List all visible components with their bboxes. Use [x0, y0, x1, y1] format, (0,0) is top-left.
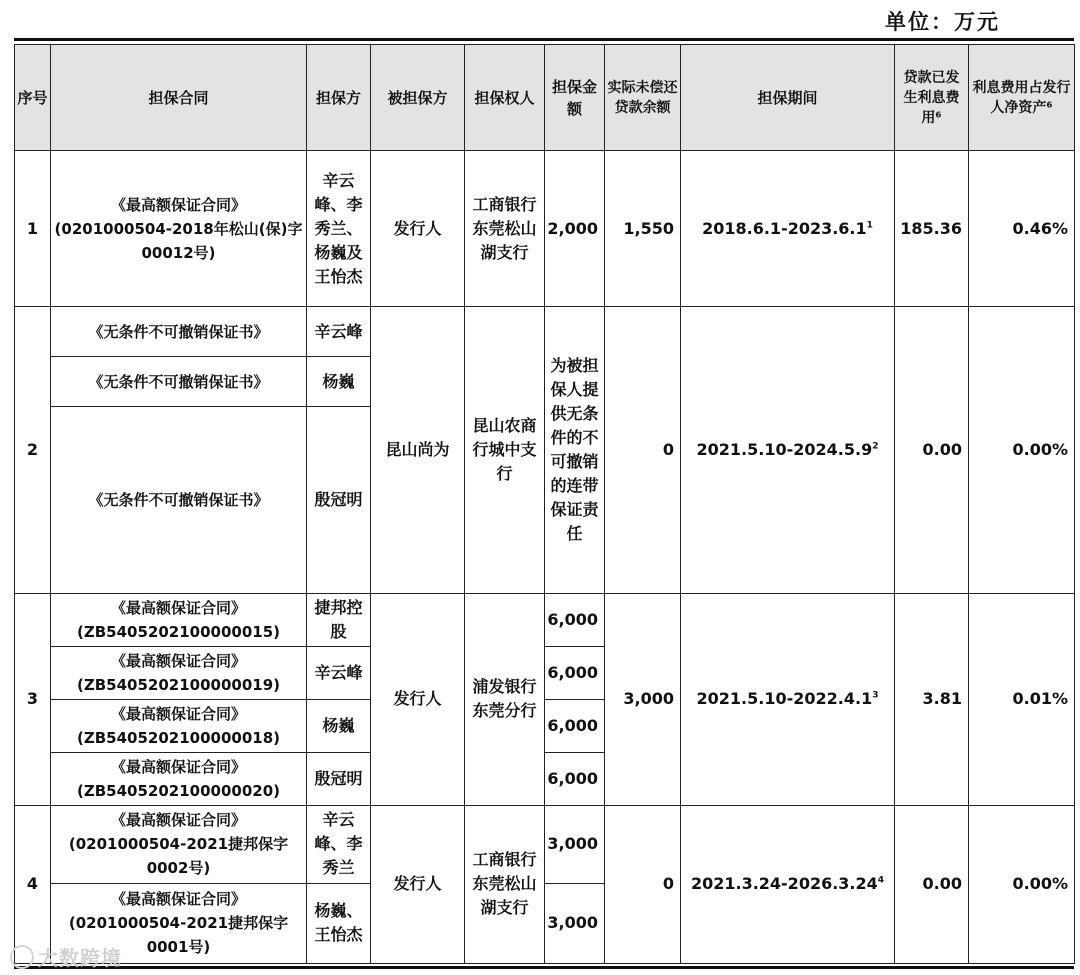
contract-cell: 《最高额保证合同》(ZB5405202100000020): [51, 752, 307, 805]
amount-cell: 6,000: [545, 646, 605, 699]
period-text: 2018.6.1-2023.6.1: [702, 218, 867, 238]
amount-cell: 6,000: [545, 593, 605, 646]
amount-cell: 为被担保人提供无条件的不可撤销的连带保证责任: [545, 307, 605, 593]
header-balance: 实际未偿还贷款余额: [605, 45, 681, 151]
header-period: 担保期间: [681, 45, 895, 151]
interest-cell: 0.00: [895, 307, 969, 593]
logo-icon: [10, 945, 34, 969]
period-text: 2021.5.10-2022.4.1: [696, 689, 873, 709]
guarantor-cell: 辛云峰、李秀兰: [307, 805, 371, 883]
seq-cell: 2: [15, 307, 51, 593]
table-row: [15, 307, 1075, 357]
contract-cell: 《最高额保证合同》(0201000504-2018年松山(保)字00012号): [51, 151, 307, 307]
period-text: 2021.3.24-2026.3.24: [690, 874, 878, 894]
guarantor-cell: 辛云峰: [307, 307, 371, 357]
contract-cell: 《无条件不可撤销保证书》: [51, 357, 307, 407]
ratio-cell: 0.00%: [969, 307, 1075, 593]
balance-cell: 0: [605, 307, 681, 593]
guarantor-cell: 杨巍: [307, 699, 371, 752]
guarantor-cell: 捷邦控股: [307, 593, 371, 646]
amount-cell: 6,000: [545, 752, 605, 805]
header-ratio: 利息费用占发行人净资产⁶: [969, 45, 1075, 151]
period-cell: [681, 593, 895, 805]
ratio-cell: 0.00%: [969, 805, 1075, 963]
table-row: [15, 805, 1075, 883]
creditor-cell: 浦发银行东莞分行: [465, 593, 545, 805]
contract-cell: 《最高额保证合同》(0201000504-2021捷邦保字0002号): [51, 805, 307, 883]
balance-cell: 3,000: [605, 593, 681, 805]
creditor-cell: 工商银行东莞松山湖支行: [465, 151, 545, 307]
header-seq: 序号: [15, 45, 51, 151]
seq-cell: 4: [15, 805, 51, 963]
period-cell: [681, 307, 895, 593]
footnote-ref: 2: [872, 441, 879, 452]
amount-cell: 6,000: [545, 699, 605, 752]
watermark: [10, 942, 122, 971]
contract-cell: 《最高额保证合同》(ZB5405202100000018): [51, 699, 307, 752]
balance-cell: 1,550: [605, 151, 681, 307]
contract-cell: 《最高额保证合同》(ZB5405202100000015): [51, 593, 307, 646]
header-contract: 担保合同: [51, 45, 307, 151]
seq-cell: 3: [15, 593, 51, 805]
guarantor-cell: 杨巍、王怡杰: [307, 883, 371, 963]
bottom-rule: [14, 966, 1074, 969]
header-interest: 贷款已发生利息费用⁶: [895, 45, 969, 151]
header-amount: 担保金额: [545, 45, 605, 151]
footnote-ref: 3: [872, 690, 879, 701]
creditor-cell: 昆山农商行城中支行: [465, 307, 545, 593]
guaranteed-cell: 昆山尚为: [371, 307, 465, 593]
period-cell: [681, 805, 895, 963]
guaranteed-cell: 发行人: [371, 151, 465, 307]
interest-cell: 185.36: [895, 151, 969, 307]
seq-cell: 1: [15, 151, 51, 307]
guarantee-table: [14, 44, 1075, 964]
header-guarantor: 担保方: [307, 45, 371, 151]
guaranteed-cell: 发行人: [371, 805, 465, 963]
footnote-ref: 4: [877, 876, 885, 887]
top-rule: [14, 38, 1074, 41]
period-text: 2021.5.10-2024.5.9: [696, 439, 873, 459]
unit-label: 单位：万元: [885, 10, 1000, 34]
guarantor-cell: 殷冠明: [307, 752, 371, 805]
guaranteed-cell: 发行人: [371, 593, 465, 805]
interest-cell: 3.81: [895, 593, 969, 805]
contract-cell: 《无条件不可撤销保证书》: [51, 407, 307, 593]
amount-cell: 3,000: [545, 883, 605, 963]
contract-cell: 《最高额保证合同》(ZB5405202100000019): [51, 646, 307, 699]
table-row: [15, 593, 1075, 646]
contract-cell: 《最高额保证合同》(0201000504-2021捷邦保字0001号): [51, 883, 307, 963]
footnote-ref: 1: [866, 220, 873, 231]
table-row: [15, 151, 1075, 307]
watermark-text: 大数跨境: [38, 946, 122, 970]
header-guaranteed: 被担保方: [371, 45, 465, 151]
guarantor-cell: 殷冠明: [307, 407, 371, 593]
amount-cell: 2,000: [545, 151, 605, 307]
interest-cell: 0.00: [895, 805, 969, 963]
header-row: [15, 45, 1075, 151]
header-creditor: 担保权人: [465, 45, 545, 151]
guarantor-cell: 杨巍: [307, 357, 371, 407]
balance-cell: 0: [605, 805, 681, 963]
guarantor-cell: 辛云峰、李秀兰、杨巍及王怡杰: [307, 151, 371, 307]
ratio-cell: 0.46%: [969, 151, 1075, 307]
amount-cell: 3,000: [545, 805, 605, 883]
period-cell: [681, 151, 895, 307]
guarantor-cell: 辛云峰: [307, 646, 371, 699]
creditor-cell: 工商银行东莞松山湖支行: [465, 805, 545, 963]
ratio-cell: 0.01%: [969, 593, 1075, 805]
contract-cell: 《无条件不可撤销保证书》: [51, 307, 307, 357]
